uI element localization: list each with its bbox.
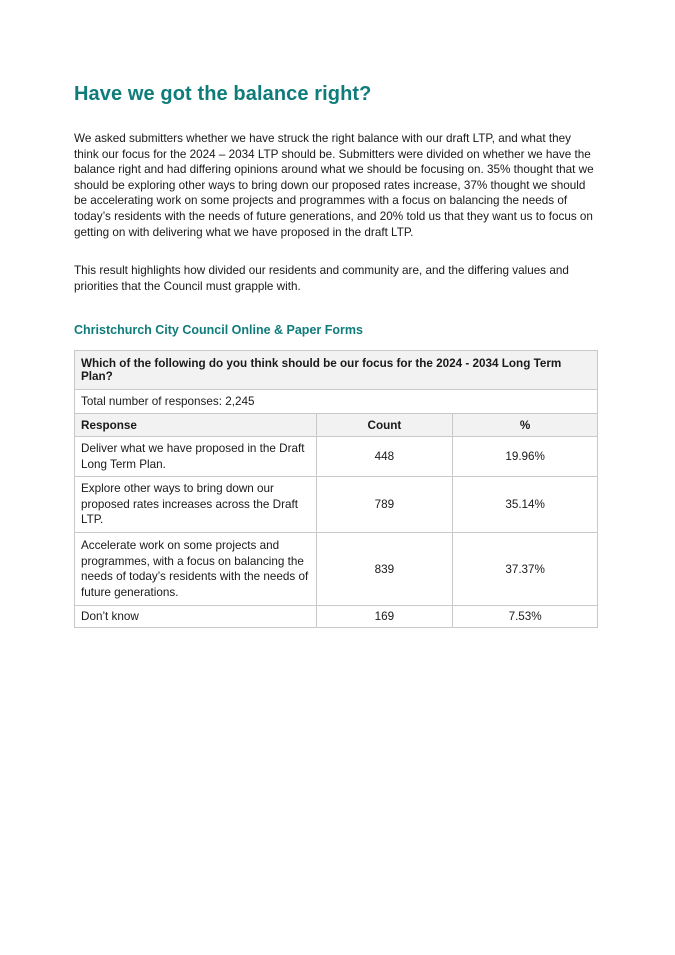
responses-table (74, 350, 598, 628)
intro-paragraph: We asked submitters whether we have struck the right balance with our draft LTP, and what they think our focus for the 2024 – 2034 LTP should be. Submitters were divided on whether we have the balance right and had differing opinions around what we should be focusing on. 35% thought that we should be exploring other ways to bring down our proposed rates increase, 37% thought we should be accelerating work on some projects and programmes with a focus on balancing the needs of today’s residents with the needs of future generations, and 20% told us that they want us to focus on getting on with delivering what we have proposed in the draft LTP. (74, 132, 594, 239)
row-response: Accelerate work on some projects and programmes, with a focus on balancing the needs of today’s residents with the needs of future generations. (75, 533, 317, 606)
table-question: Which of the following do you think should be our focus for the 2024 - 2034 Long Term Plan? (75, 351, 598, 390)
row-percent: 37.37% (453, 533, 598, 606)
header-count: Count (316, 414, 453, 437)
row-count: 839 (316, 533, 453, 606)
table-header-row (75, 414, 598, 437)
table-title: Christchurch City Council Online & Paper Forms (74, 323, 363, 337)
table-row (75, 533, 598, 606)
page-heading: Have we got the balance right? (74, 83, 372, 105)
row-response: Deliver what we have proposed in the Draft Long Term Plan. (75, 437, 317, 477)
row-response: Explore other ways to bring down our proposed rates increases across the Draft LTP. (75, 477, 317, 533)
header-percent: % (453, 414, 598, 437)
row-count: 448 (316, 437, 453, 477)
row-count: 169 (316, 606, 453, 628)
table-row (75, 437, 598, 477)
row-count: 789 (316, 477, 453, 533)
header-response: Response (75, 414, 317, 437)
row-percent: 19.96% (453, 437, 598, 477)
table-row (75, 606, 598, 628)
table-row (75, 477, 598, 533)
total-responses: Total number of responses: 2,245 (75, 390, 598, 414)
result-paragraph: This result highlights how divided our residents and community are, and the differing values and priorities that the Council must grapple with. (74, 264, 569, 293)
row-percent: 7.53% (453, 606, 598, 628)
row-percent: 35.14% (453, 477, 598, 533)
row-response: Don’t know (75, 606, 317, 628)
